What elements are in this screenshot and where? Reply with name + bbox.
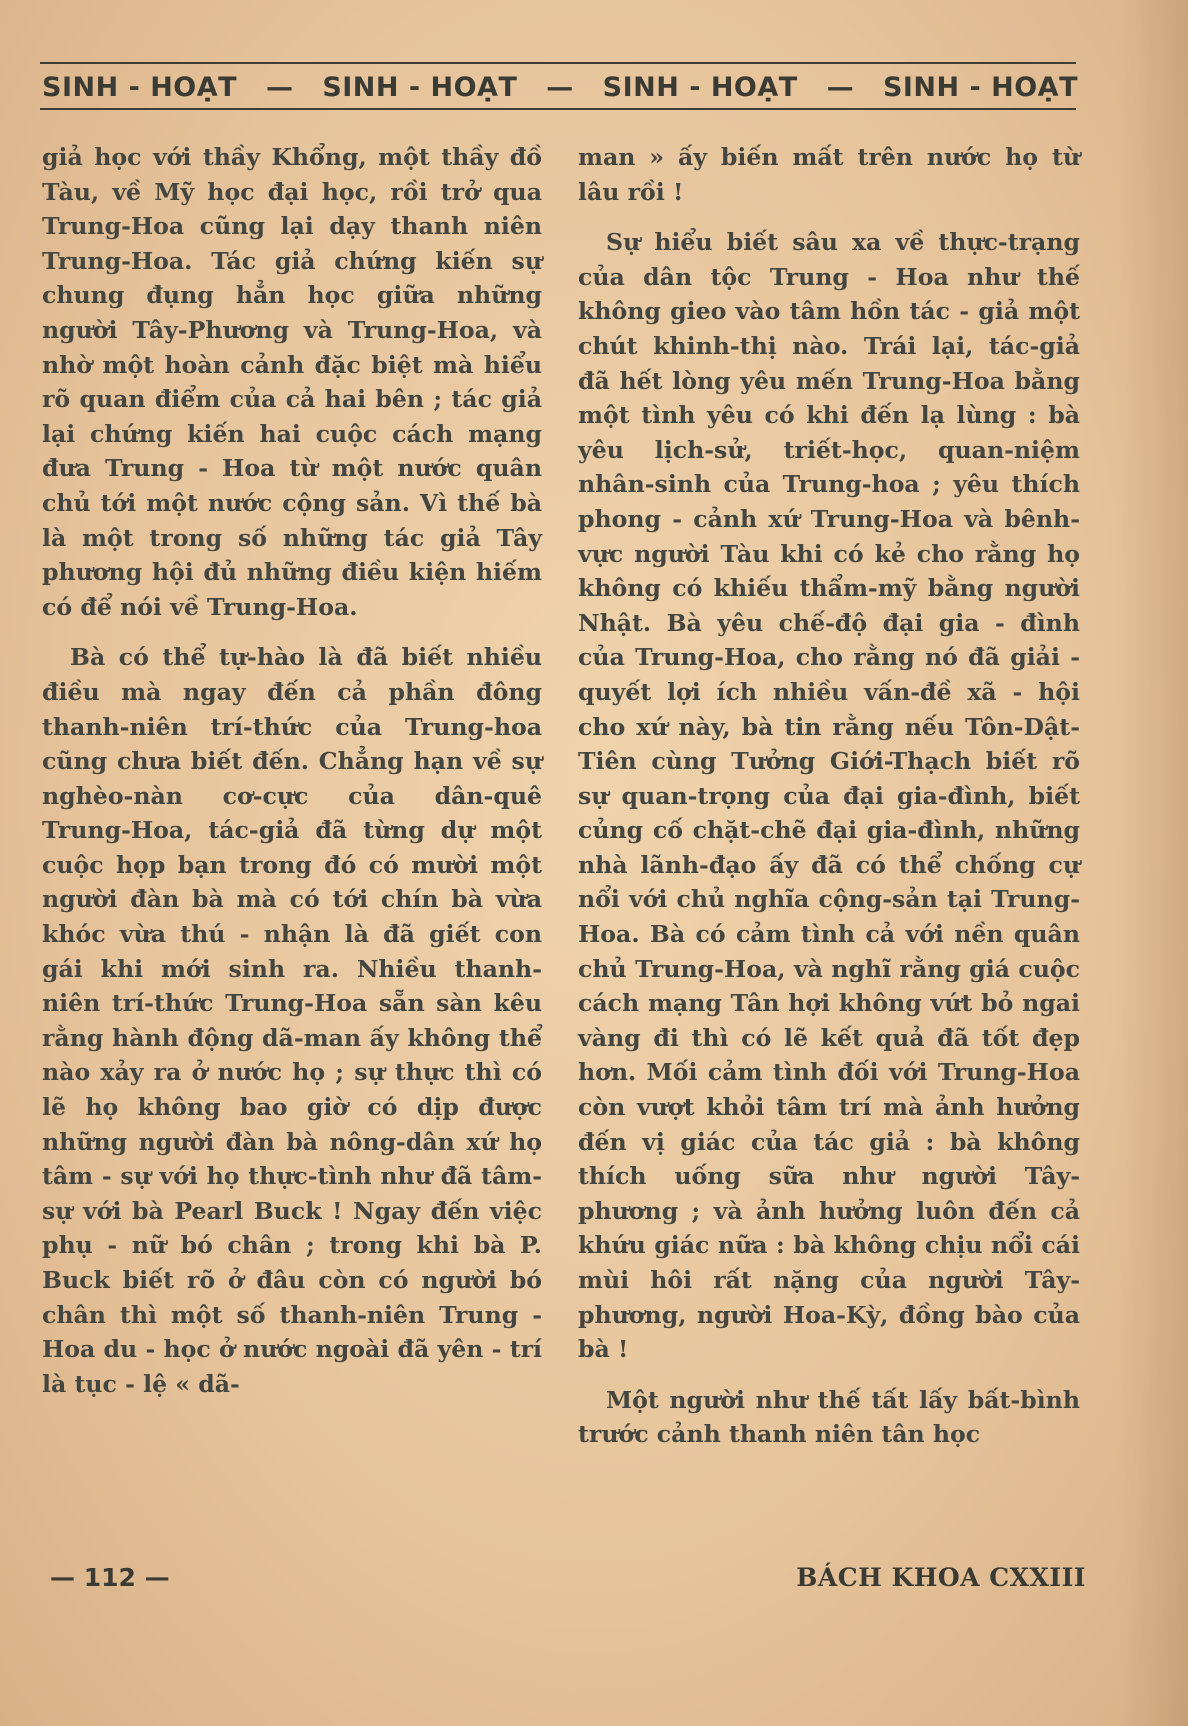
paragraph: Bà có thể tự-hào là đã biết nhiều điều mà ngay đến cả phần đông thanh-niên trí-thức của Trung-hoa cũng chưa biết đến. Chẳng hạn về sự nghèo-nàn cơ-cực của dân-quê Trung-Hoa, tác-giả đã từng dự một cuộc họp bạn trong đó có mười một người đàn bà mà có tới chín bà vừa khóc vừa thú - nhận là đã giết con gái khi mới sinh ra. Nhiều thanh-niên trí-thức Trung-Hoa sẵn sàn kêu rằng hành động dã-man ấy không thể nào xảy ra ở nước họ ; sự thực thì có lẽ họ không bao giờ có dịp được những người đàn bà nông-dân xứ họ tâm - sự với họ thực-tình như đã tâm-sự với bà Pearl Buck ! Ngay đến việc phụ - nữ bó chân ; trong khi bà P. Buck biết rõ ở đâu còn có người bó chân thì một số thanh-niên Trung - Hoa du - học ở nước ngoài đã yên - trí là tục - lệ « dã- bbox=[42, 643, 542, 1398]
header-item: SINH - HOẠT bbox=[42, 71, 238, 103]
paragraph: Sự hiểu biết sâu xa về thực-trạng của dân tộc Trung - Hoa như thế không gieo vào tâm hồn tác - giả một chút khinh-thị nào. Trái lại, tác-giả đã hết lòng yêu mến Trung-Hoa bằng một tình yêu có khi đến lạ lùng : bà yêu lịch-sử, triết-học, quan-niệm nhân-sinh của Trung-hoa ; yêu thích phong - cảnh xứ Trung-Hoa và bênh-vực người Tàu khi có kẻ cho rằng họ không có khiếu thẩm-mỹ bằng người Nhật. Bà yêu chế-độ đại gia - đình của Trung-Hoa, cho rằng nó đã giải - quyết lợi ích nhiều vấn-đề xã - hội cho xứ này, bà tin rằng nếu Tôn-Dật-Tiên cùng Tưởng Giới-Thạch biết rõ sự quan-trọng của đại gia-đình, biết củng cố chặt-chẽ đại gia-đình, những nhà lãnh-đạo ấy đã có thể chống cự nổi với chủ nghĩa cộng-sản tại Trung-Hoa. Bà có cảm tình cả với nền quân chủ Trung-Hoa, và nghĩ rằng giá cuộc cách mạng Tân hợi không vứt bỏ ngai vàng đi thì có lẽ kết quả đã tốt đẹp hơn. Mối cảm tình đối với Trung-Hoa còn vượt khỏi tâm trí mà ảnh hưởng đến vị giác của tác giả : bà không thích uống sữa như người Tây-phương ; và ảnh hưởng luôn đến cả khứu giác nữa : bà không chịu nổi cái mùi hôi rất nặng của người Tây-phương, người Hoa-Kỳ, đồng bào của bà ! bbox=[578, 228, 1080, 1364]
header-item: SINH - HOẠT bbox=[602, 71, 798, 103]
paragraph: Một người như thế tất lấy bất-bình trước cảnh thanh niên tân học bbox=[578, 1385, 1080, 1449]
header-separator: — bbox=[265, 71, 294, 103]
header-item: SINH - HOẠT bbox=[322, 71, 518, 103]
page-number: — 112 — bbox=[50, 1563, 170, 1592]
header-item: SINH - HOẠT bbox=[882, 71, 1078, 103]
page-edge-shadow bbox=[1118, 0, 1188, 1726]
header-rule-bottom bbox=[40, 108, 1076, 110]
header-separator: — bbox=[826, 71, 855, 103]
running-header bbox=[42, 68, 1078, 106]
right-column bbox=[578, 140, 1080, 1452]
header-separator: — bbox=[546, 71, 574, 103]
paragraph: man » ấy biến mất trên nước họ từ lâu rồi ! bbox=[578, 143, 1080, 206]
header-rule-top bbox=[40, 62, 1076, 64]
paragraph: giả học với thầy Khổng, một thầy đồ Tàu, về Mỹ học đại học, rồi trở qua Trung-Hoa cũng lại dạy thanh niên Trung-Hoa. Tác giả chứng kiến sự chung đụng hẳn học giữa những người Tây-Phương và Trung-Hoa, và nhờ một hoàn cảnh đặc biệt mà hiểu rõ quan điểm của cả hai bên ; tác giả lại chứng kiến hai cuộc cách mạng đưa Trung - Hoa từ một nước quân chủ tới một nước cộng sản. Vì thế bà là một trong số những tác giả Tây phương hội đủ những điều kiện hiếm có để nói về Trung-Hoa. bbox=[42, 143, 542, 621]
left-column bbox=[42, 140, 542, 1401]
magazine-title: BÁCH KHOA CXXIII bbox=[796, 1563, 1086, 1592]
